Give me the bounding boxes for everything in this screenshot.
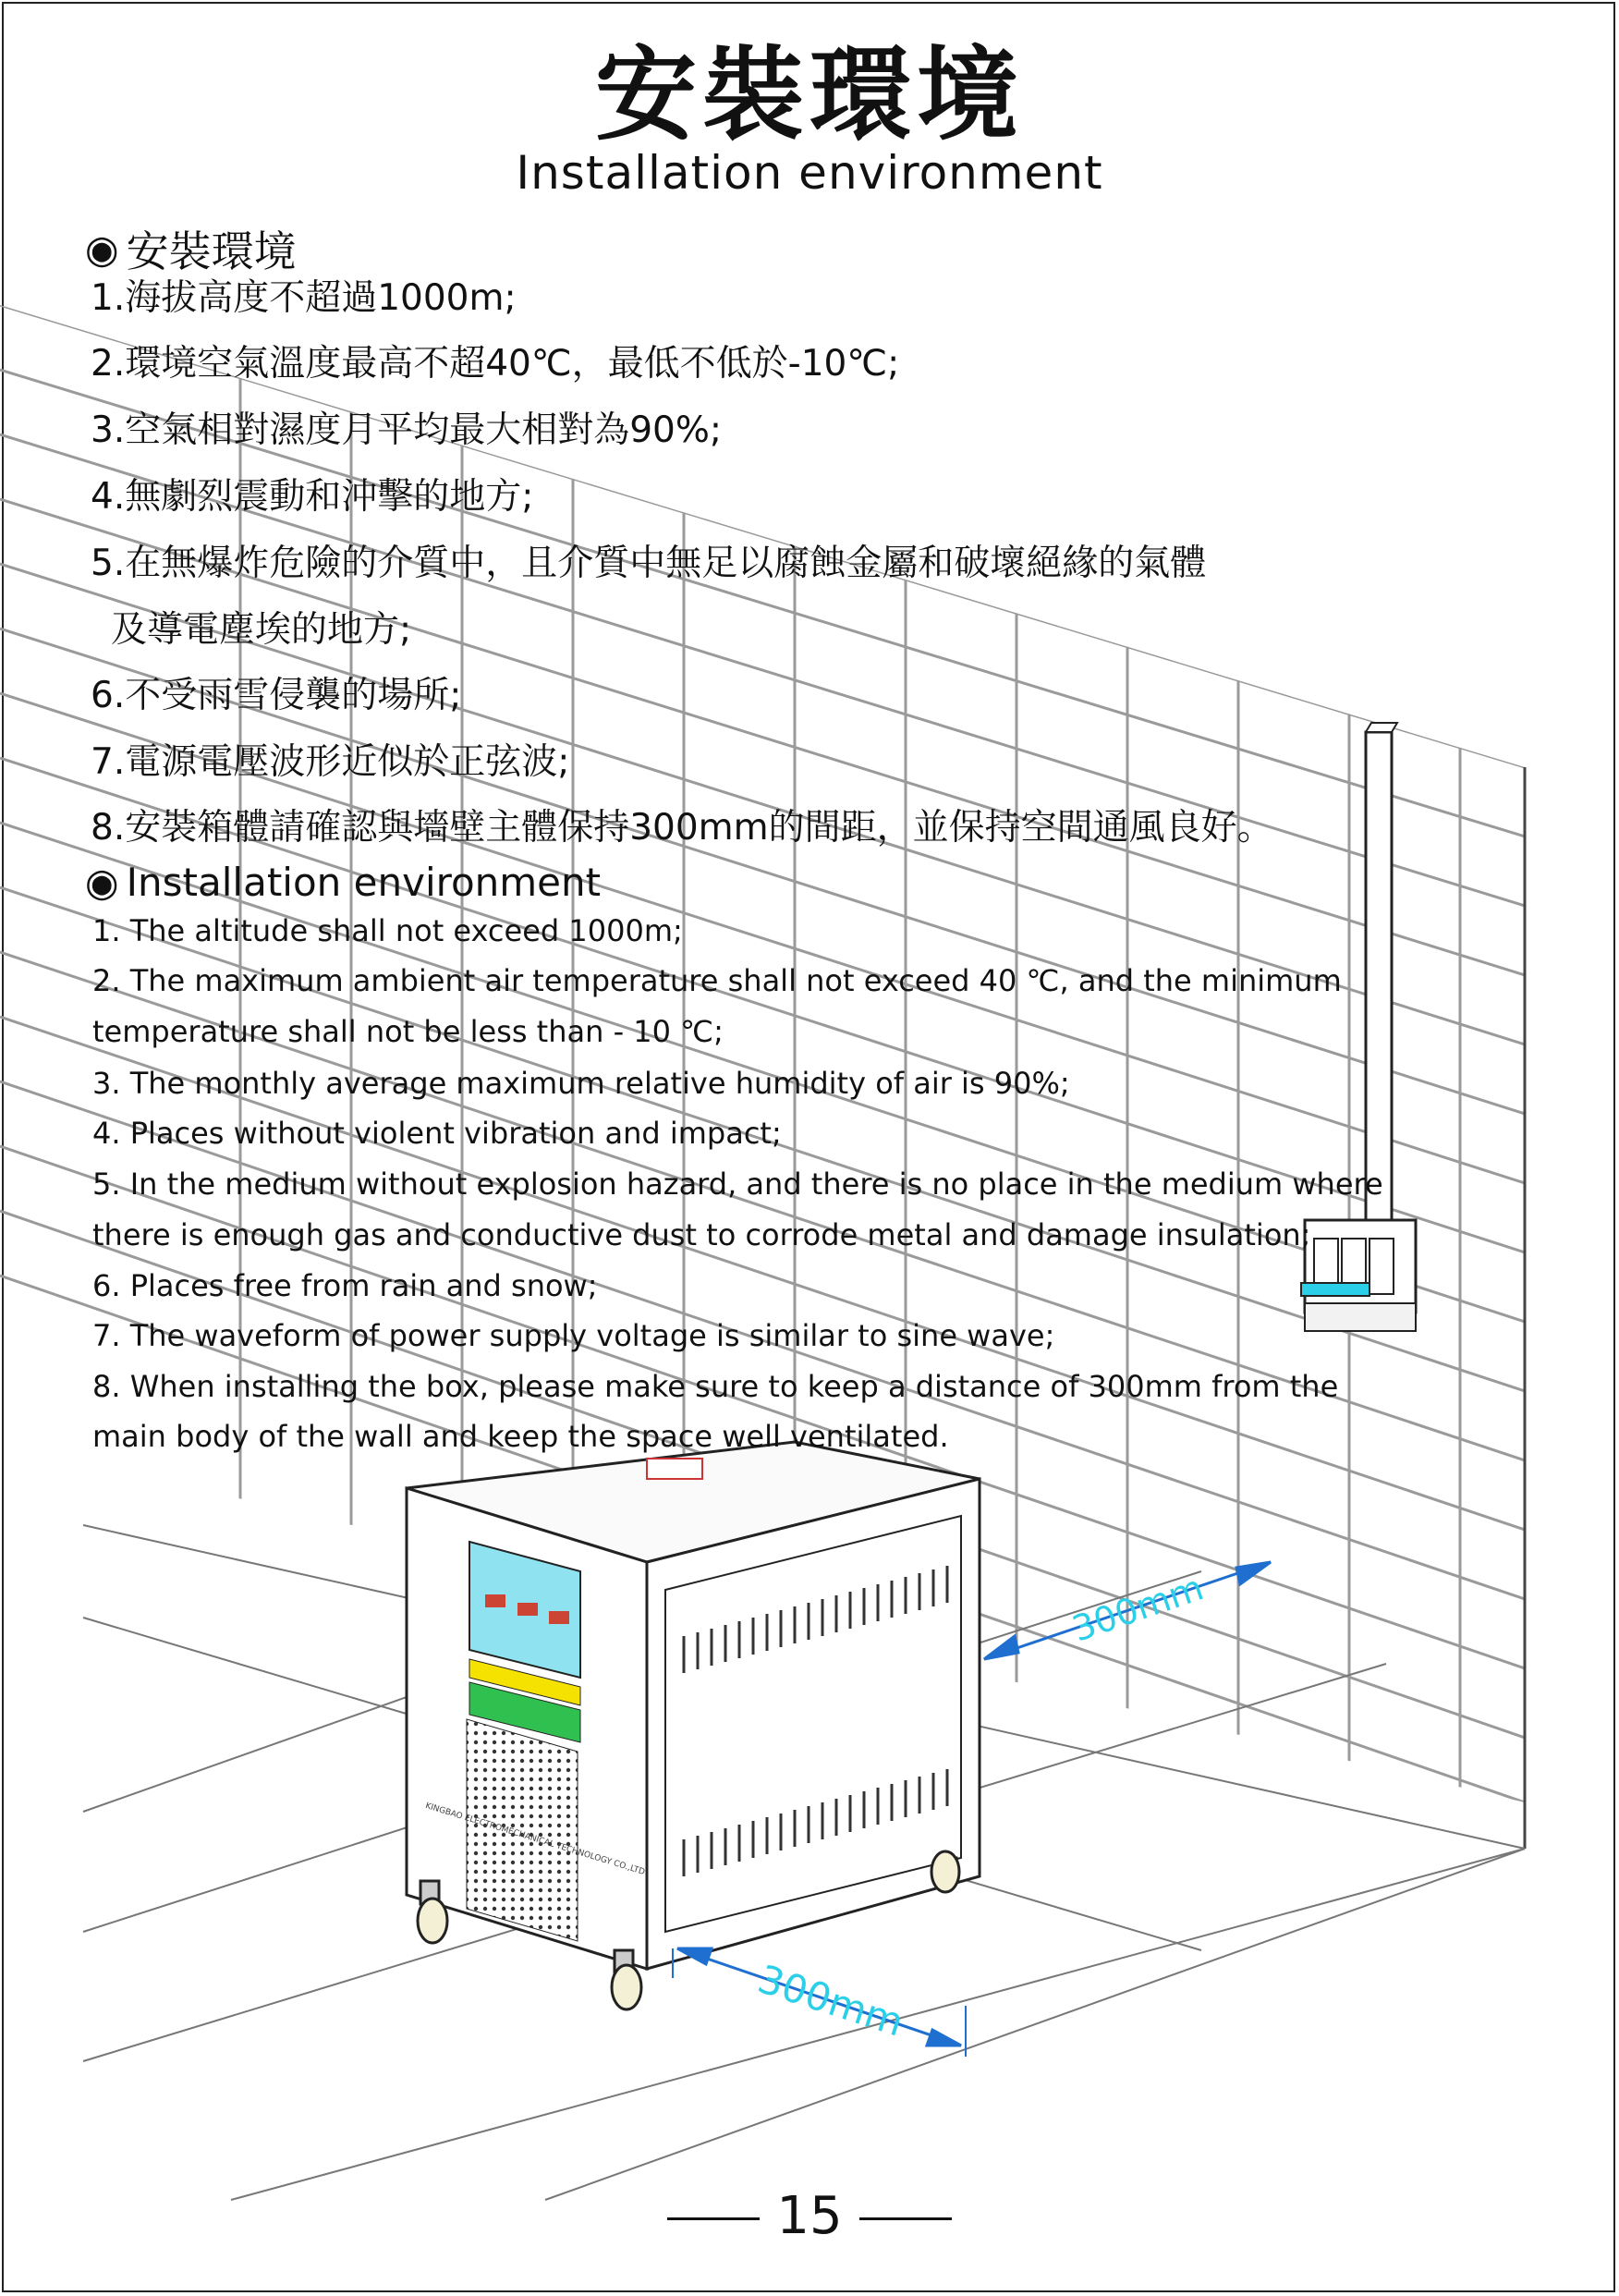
en-item-8-cont: main body of the wall and keep the space well ventilated. (92, 1419, 949, 1454)
page-number-rule-left (667, 2217, 760, 2220)
page-number-text: 15 (776, 2186, 843, 2246)
en-item-5-cont: there is enough gas and conductive dust to corrode metal and damage insulation; (92, 1217, 1311, 1252)
zh-item-4: 4.無劇烈震動和沖擊的地方; (91, 476, 534, 518)
zh-item-8: 8.安裝箱體請確認與墻壁主體保持300mm的間距，並保持空間通風良好。 (91, 807, 1273, 849)
zh-item-2: 2.環境空氣溫度最高不超40℃，最低不低於-10℃; (91, 343, 900, 385)
en-item-2-cont: temperature shall not be less than - 10 ℃; (92, 1014, 724, 1049)
section-heading-zh-text: 安裝環境 (126, 226, 297, 276)
zh-item-5-cont: 及導電塵埃的地方; (111, 609, 412, 651)
page-number (0, 2186, 1619, 2246)
section-heading-en (85, 860, 601, 905)
page-title-en: Installation environment (516, 146, 1103, 200)
en-item-5: 5. In the medium without explosion hazard, and there is no place in the medium where (92, 1166, 1383, 1202)
en-item-3: 3. The monthly average maximum relative humidity of air is 90%; (92, 1066, 1070, 1101)
voltage-regulator-cabinet (407, 1442, 980, 2009)
en-item-7: 7. The waveform of power supply voltage is similar to sine wave; (92, 1318, 1055, 1353)
page-number-rule-right (859, 2217, 952, 2220)
zh-item-5: 5.在無爆炸危險的介質中，且介質中無足以腐蝕金屬和破壞絕緣的氣體 (91, 543, 1207, 584)
cabinet-brand: KINGBAO ELECTROMECHANICAL TECHNOLOGY CO.,LTD (423, 1801, 646, 1878)
section-heading-zh (85, 218, 297, 279)
en-item-6: 6. Places free from rain and snow; (92, 1268, 598, 1303)
radio-bullet-icon: ◉ (85, 226, 119, 272)
page-title-zh: 安裝環境 (595, 36, 1024, 154)
dimension-label-side: 300mm (1066, 1567, 1209, 1650)
circuit-breaker (1301, 723, 1416, 1331)
zh-item-1: 1.海拔高度不超過1000m; (91, 277, 517, 319)
en-item-8: 8. When installing the box, please make sure to keep a distance of 300mm from the (92, 1369, 1339, 1404)
section-heading-en-text: Installation environment (126, 860, 602, 905)
dimension-label-front: 300mm (752, 1956, 909, 2046)
en-item-4: 4. Places without violent vibration and impact; (92, 1116, 782, 1151)
en-item-1: 1. The altitude shall not exceed 1000m; (92, 913, 683, 948)
radio-bullet-icon: ◉ (85, 860, 119, 905)
zh-item-6: 6.不受雨雪侵襲的場所; (91, 675, 462, 716)
zh-item-7: 7.電源電壓波形近似於正弦波; (91, 741, 570, 783)
zh-item-3: 3.空氣相對濕度月平均最大相對為90%; (91, 409, 723, 451)
en-item-2: 2. The maximum ambient air temperature shall not exceed 40 ℃, and the minimum (92, 963, 1342, 998)
